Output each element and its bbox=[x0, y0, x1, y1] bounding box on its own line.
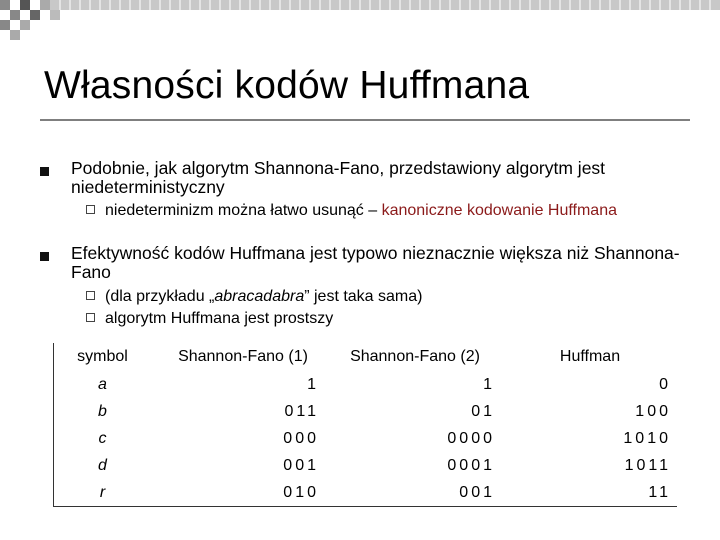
cell-sf1: 1 bbox=[307, 375, 319, 393]
header-symbol: symbol bbox=[77, 348, 128, 365]
table-row bbox=[54, 398, 678, 425]
cell-huffman: 100 bbox=[635, 402, 671, 420]
cell-sf2: 1 bbox=[483, 375, 495, 393]
header-shannon-fano-2: Shannon-Fano (2) bbox=[350, 348, 480, 365]
sub-bullet-2-2 bbox=[86, 309, 333, 329]
checkbox-bullet-icon bbox=[86, 313, 95, 322]
decorative-grid bbox=[0, 0, 720, 60]
sub-bullet-text-pre: (dla przykładu „ bbox=[105, 288, 215, 305]
sub-bullet-text: algorytm Huffmana jest prostszy bbox=[105, 310, 334, 327]
sub-bullet-2-1 bbox=[86, 287, 422, 307]
cell-sf1: 001 bbox=[283, 456, 319, 474]
bullet-marker bbox=[40, 252, 49, 261]
sub-bullet-highlight: kanoniczne kodowanie Huffmana bbox=[381, 202, 617, 219]
cell-huffman: 11 bbox=[648, 483, 671, 501]
cell-huffman: 0 bbox=[659, 375, 671, 393]
cell-sf2: 0000 bbox=[447, 429, 495, 447]
cell-symbol: d bbox=[98, 456, 107, 474]
code-comparison-table bbox=[53, 343, 677, 507]
table-row bbox=[54, 371, 678, 398]
cell-huffman: 1011 bbox=[624, 456, 671, 474]
header-shannon-fano-1: Shannon-Fano (1) bbox=[178, 348, 308, 365]
cell-symbol: a bbox=[98, 375, 107, 393]
cell-sf1: 010 bbox=[283, 483, 319, 501]
sub-bullet-text: niedeterminizm można łatwo usunąć – bbox=[105, 202, 382, 219]
cell-symbol: c bbox=[98, 429, 107, 447]
header-huffman: Huffman bbox=[559, 348, 621, 365]
cell-sf2: 0001 bbox=[447, 456, 495, 474]
cell-symbol: b bbox=[98, 402, 107, 420]
table-header-row bbox=[54, 343, 678, 371]
cell-sf1: 011 bbox=[284, 402, 319, 420]
table-row bbox=[54, 479, 678, 507]
cell-sf2: 001 bbox=[459, 483, 495, 501]
checkbox-bullet-icon bbox=[86, 291, 95, 300]
cell-huffman: 1010 bbox=[623, 429, 671, 447]
checkbox-bullet-icon bbox=[86, 205, 95, 214]
cell-sf2: 01 bbox=[471, 402, 495, 420]
sub-bullet-text-post: ” jest taka sama) bbox=[304, 288, 423, 305]
cell-symbol: r bbox=[99, 483, 106, 501]
title-divider bbox=[40, 119, 690, 121]
table-row bbox=[54, 425, 678, 452]
cell-sf1: 000 bbox=[283, 429, 319, 447]
sub-bullet-italic: abracadabra bbox=[214, 288, 305, 305]
bullet-text-2: Efektywność kodów Huffmana jest typowo nieznacznie większa niż Shannona-Fano bbox=[71, 243, 680, 282]
sub-bullet-1-1 bbox=[86, 201, 617, 221]
bullet-marker bbox=[40, 167, 49, 176]
bullet-text-1: Podobnie, jak algorytm Shannona-Fano, przedstawiony algorytm jest niedeterministyczny bbox=[71, 158, 606, 197]
table-row bbox=[54, 452, 678, 479]
slide-title: Własności kodów Huffmana bbox=[44, 64, 530, 107]
